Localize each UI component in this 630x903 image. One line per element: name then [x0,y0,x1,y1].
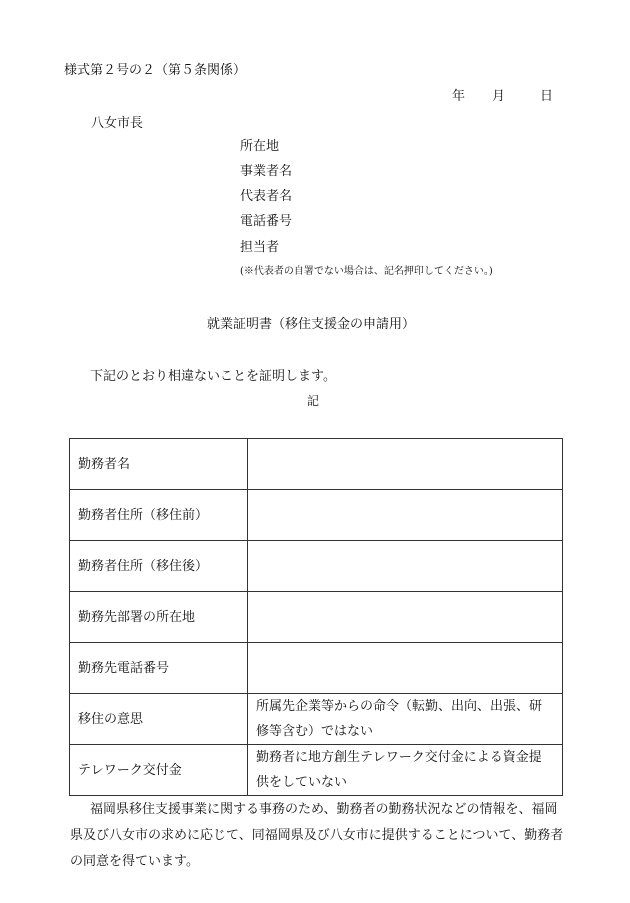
row-label-relocation-intent: 移住の意思 [70,694,248,745]
table-row [70,592,563,643]
row-value-relocation-intent: 所属先企業等からの命令（転勤、出向、出張、研修等含む）ではない [248,694,563,745]
date-day-label: 日 [540,89,554,104]
row-label-office-phone: 勤務先電話番号 [70,643,248,694]
certificate-table [69,438,563,796]
row-label-office-location: 勤務先部署の所在地 [70,592,248,643]
document-title: 就業証明書（移住支援金の申請用） [207,317,416,332]
consent-paragraph: 福岡県移住支援事業に関する事務のため、勤務者の勤務状況などの情報を、福岡県及び八女市の求めに応じて、同福岡県及び八女市に提供することについて、勤務者の同意を得ています。 [70,802,564,869]
row-label-worker-name: 勤務者名 [70,439,248,490]
applicant-address-label: 所在地 [240,139,280,154]
row-label-telework-grant: テレワーク交付金 [70,745,248,796]
date-year-label: 年 [452,89,466,104]
row-label-address-before: 勤務者住所（移住前） [70,490,248,541]
row-value-office-location[interactable] [248,592,563,643]
applicant-phone-label: 電話番号 [240,214,293,229]
date-month-label: 月 [492,89,506,104]
row-value-office-phone[interactable] [248,643,563,694]
applicant-representative-label: 代表者名 [240,189,293,204]
table-row [70,439,563,490]
table-row [70,643,563,694]
row-value-worker-name[interactable] [248,439,563,490]
applicant-contact-label: 担当者 [240,240,280,255]
row-value-address-after[interactable] [248,541,563,592]
table-row [70,694,563,745]
table-row [70,745,563,796]
table-row [70,490,563,541]
row-value-telework-grant: 勤務者に地方創生テレワーク交付金による資金提供をしていない [248,745,563,796]
row-value-address-before[interactable] [248,490,563,541]
certification-statement: 下記のとおり相違ないことを証明します。 [90,369,336,384]
table-row [70,541,563,592]
form-number-label: 様式第２号の２（第５条関係） [64,63,247,78]
row-label-address-after: 勤務者住所（移住後） [70,541,248,592]
addressee: 八女市長 [91,116,144,131]
ki-heading: 記 [307,394,320,408]
applicant-company-label: 事業者名 [240,164,293,179]
signature-note: (※代表者の自署でない場合は、記名押印してください。) [240,266,493,277]
